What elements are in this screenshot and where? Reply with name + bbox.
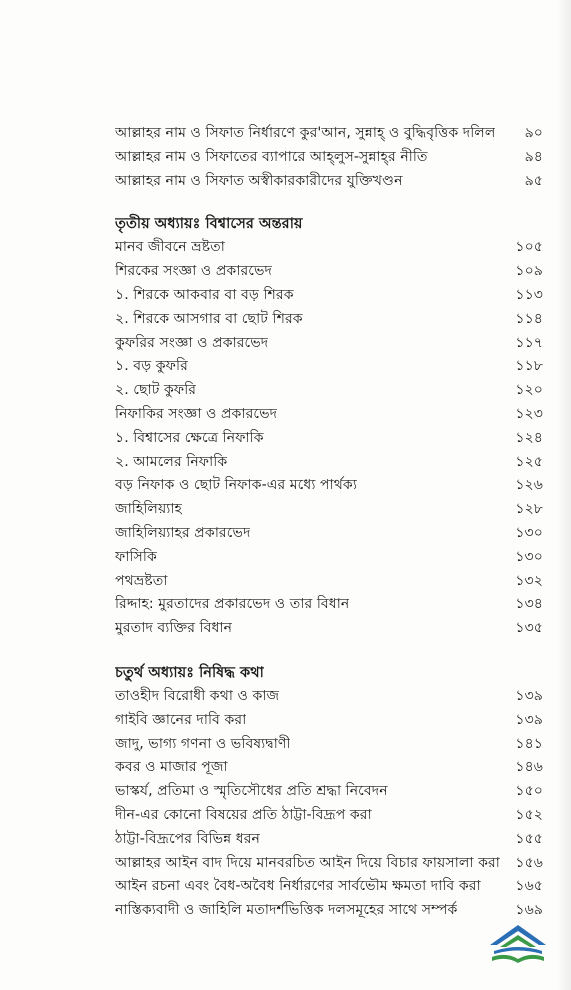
chapter-3-entry <box>115 308 543 332</box>
entry-title: আল্লাহর আইন বাদ দিয়ে মানবরচিত আইন দিয়ে বিচার ফায়সালা করা <box>115 854 500 871</box>
entry-title: ১. শিরকে আকবার বা বড় শিরক <box>115 286 294 303</box>
entry-page-number: ১০৯ <box>515 263 543 280</box>
entry-title: নিফাকির সংজ্ঞা ও প্রকারভেদ <box>115 405 278 422</box>
entry-page-number: ১১৭ <box>515 334 543 351</box>
chapter-4-entry <box>115 685 543 709</box>
chapter-4-entry <box>115 899 543 923</box>
chapter-3-entry <box>115 522 543 546</box>
entry-page-number: ১৩৪ <box>515 596 543 613</box>
chapter-4-entry <box>115 828 543 852</box>
entry-title: আল্লাহর নাম ও সিফাতের ব্যাপারে আহ্‌লুস-সুন্নাহ্‌র নীতি <box>115 148 428 165</box>
page-edge-shadow <box>557 0 571 990</box>
entry-page-number: ১৪১ <box>515 735 543 752</box>
entry-title: মুরতাদ ব্যক্তির বিধান <box>115 620 233 637</box>
entry-title: জাদু, ভাগ্য গণনা ও ভবিষ্যদ্বাণী <box>115 735 291 752</box>
table-of-contents <box>115 122 543 923</box>
chapter-4-entry <box>115 733 543 757</box>
entry-title: জাহিলিয়্যাহ <box>115 501 182 518</box>
chapter-4-entry <box>115 804 543 828</box>
entry-title: তাওহীদ বিরোধী কথা ও কাজ <box>115 687 280 704</box>
chapter-4-entry <box>115 709 543 733</box>
chapter-3-entry <box>115 355 543 379</box>
entry-page-number: ১০৫ <box>515 239 543 256</box>
entry-page-number: ১৩৫ <box>515 620 543 637</box>
entry-page-number: ১৩০ <box>515 524 543 541</box>
chapter-4-entry <box>115 875 543 899</box>
entry-page-number: ১১৮ <box>515 358 543 375</box>
entry-title: পথভ্রষ্টতা <box>115 572 168 589</box>
chapter-3-entry <box>115 546 543 570</box>
entry-title: আল্লাহর নাম ও সিফাত অস্বীকারকারীদের যুক্তিখণ্ডন <box>115 172 403 189</box>
entry-page-number: ১১৪ <box>515 310 543 327</box>
chapter-4-entry <box>115 756 543 780</box>
chapter-3-entry <box>115 332 543 356</box>
chapter-3-entry <box>115 379 543 403</box>
toc-top-section <box>115 122 543 193</box>
chapter-3-entry <box>115 498 543 522</box>
entry-title: ঠাট্টা-বিদ্রূপের বিভিন্ন ধরন <box>115 830 261 847</box>
entry-title: গাইবি জ্ঞানের দাবি করা <box>115 711 247 728</box>
entry-page-number: ১২০ <box>515 382 543 399</box>
entry-title: ২. শিরকে আসগার বা ছোট শিরক <box>115 310 303 327</box>
entry-page-number: ৯০ <box>524 125 543 141</box>
chapter-3-entry <box>115 451 543 475</box>
entry-page-number: ১৩২ <box>515 572 543 589</box>
entry-page-number: ১৩৯ <box>515 687 543 704</box>
entry-page-number: ১৫৬ <box>515 854 543 871</box>
entry-title: আইন রচনা এবং বৈধ-অবৈধ নির্ধারণের সার্বভৌম ক্ষমতা দাবি করা <box>115 878 481 895</box>
entry-title: ২. আমলের নিফাকি <box>115 453 228 470</box>
entry-page-number: ১৫২ <box>515 806 543 823</box>
entry-title: রিদ্দাহ: মুরতাদের প্রকারভেদ ও তার বিধান <box>115 596 350 613</box>
entry-title: ভাস্কর্য, প্রতিমা ও স্মৃতিসৌধের প্রতি শ্রদ্ধা নিবেদন <box>115 783 388 800</box>
chapter-3-entry <box>115 284 543 308</box>
publisher-logo <box>484 921 552 965</box>
chapter-4-heading <box>115 660 543 685</box>
entry-title: ২. ছোট কুফরি <box>115 382 197 399</box>
chapter-4-entry <box>115 780 543 804</box>
entry-title: আল্লাহর নাম ও সিফাত নির্ধারণে কুর'আন, সুন্নাহ্‌ ও বুদ্ধিবৃত্তিক দলিল <box>115 125 496 141</box>
chapter-4-entry <box>115 852 543 876</box>
entry-page-number: ১২৬ <box>515 477 543 494</box>
chapter-3-entry <box>115 236 543 260</box>
chapter-3-heading-text: তৃতীয় অধ্যায়ঃ বিশ্বাসের অন্তরায় <box>115 215 303 233</box>
chapter-4-entries <box>115 685 543 923</box>
entry-page-number: ১৬৯ <box>515 902 543 919</box>
entry-title: কুফরির সংজ্ঞা ও প্রকারভেদ <box>115 334 269 351</box>
entry-page-number: ১২৫ <box>515 453 543 470</box>
entry-title: জাহিলিয়্যাহর প্রকারভেদ <box>115 524 251 541</box>
entry-title: শিরকের সংজ্ঞা ও প্রকারভেদ <box>115 263 272 280</box>
toc-top-entry <box>115 146 543 170</box>
chapter-3-entries <box>115 236 543 641</box>
toc-top-entry <box>115 170 543 194</box>
chapter-3-entry <box>115 474 543 498</box>
entry-page-number: ১৪৬ <box>515 759 543 776</box>
chapter-3-entry <box>115 593 543 617</box>
entry-title: ১. বিশ্বাসের ক্ষেত্রে নিফাকি <box>115 429 264 446</box>
chapter-3-entry <box>115 260 543 284</box>
toc-top-entry <box>115 122 543 146</box>
chapter-3-entry <box>115 617 543 641</box>
chapter-3-entry <box>115 427 543 451</box>
entry-page-number: ৯৫ <box>524 172 543 189</box>
chapter-3-heading <box>115 211 543 236</box>
entry-title: ফাসিকি <box>115 548 157 565</box>
chapter-4-heading-text: চতুর্থ অধ্যায়ঃ নিষিদ্ধ কথা <box>115 663 264 681</box>
entry-page-number: ১২৮ <box>515 501 543 518</box>
entry-page-number: ১৫০ <box>515 783 543 800</box>
entry-title: কবর ও মাজার পূজা <box>115 759 228 776</box>
chapter-3-entry <box>115 403 543 427</box>
entry-page-number: ১৫৫ <box>515 830 543 847</box>
entry-page-number: ১১৩ <box>515 286 543 303</box>
entry-page-number: ৯৪ <box>524 148 543 165</box>
entry-page-number: ১২৪ <box>515 429 543 446</box>
entry-page-number: ১৬৫ <box>515 878 543 895</box>
entry-title: দীন-এর কোনো বিষয়ের প্রতি ঠাট্টা-বিদ্রূপ করা <box>115 806 372 823</box>
entry-title: মানব জীবনে ভ্রষ্টতা <box>115 239 225 256</box>
entry-page-number: ১৩০ <box>515 548 543 565</box>
chapter-3-entry <box>115 570 543 594</box>
entry-page-number: ১৩৯ <box>515 711 543 728</box>
entry-page-number: ১২৩ <box>515 405 543 422</box>
entry-title: বড় নিফাক ও ছোট নিফাক-এর মধ্যে পার্থক্য <box>115 477 357 494</box>
entry-title: ১. বড় কুফরি <box>115 358 188 375</box>
entry-title: নাস্তিক্যবাদী ও জাহিলি মতাদর্শভিত্তিক দলসমূহের সাথে সম্পর্ক <box>115 902 458 919</box>
